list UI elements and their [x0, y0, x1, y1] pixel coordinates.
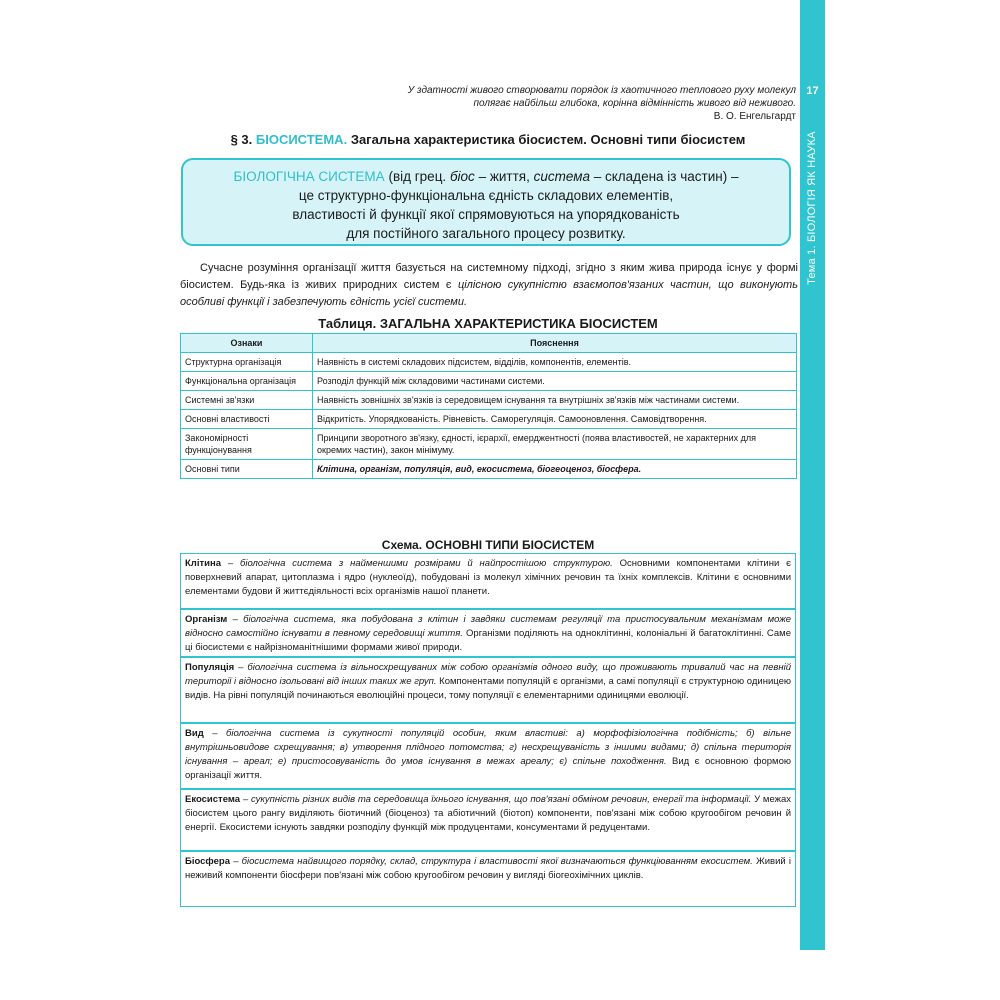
schema-term: Вид	[185, 728, 204, 739]
schema-title: Схема. ОСНОВНІ ТИПИ БІОСИСТЕМ	[381, 538, 595, 552]
table-cell: Наявність зовнішніх зв'язків із середовищем існування та внутрішніх зв'язків між частинами системи.	[313, 391, 797, 410]
table-cell: Структурна організація	[181, 353, 313, 372]
epigraph	[300, 84, 796, 123]
definition-box	[181, 158, 791, 246]
definition-term: БІОЛОГІЧНА СИСТЕМА	[233, 169, 385, 184]
table-title: Таблиця. ЗАГАЛЬНА ХАРАКТЕРИСТИКА БІОСИСТЕМ	[318, 316, 658, 331]
schema-item-biosphere	[180, 851, 796, 907]
schema-definition: – біологічна система із сукупності популяцій особин, яким властиві: а) морфофізіологічна подібність; б) вільне внутрішньовидове схрещування; в) утворення плідного потомства; г) несхрещуваність з іншими видами; д) спільна територія існування – ареал; е) пристосовуваність до умов існування в межах ареалу; є) спільне походження.	[185, 728, 792, 767]
table-header-row	[181, 334, 797, 353]
table-cell: Системні зв'язки	[181, 391, 313, 410]
chapter-label: Тема 1. БІОЛОГІЯ ЯК НАУКА	[806, 131, 818, 285]
table-row	[181, 460, 797, 479]
section-highlight: БІОСИСТЕМА.	[255, 132, 348, 147]
table-row	[181, 429, 797, 460]
definition-line-3: властивості й функції якої спрямовуються на упорядкованість	[292, 207, 680, 222]
section-number: § 3.	[230, 132, 253, 147]
schema-term: Популяція	[185, 662, 235, 673]
table-cell: Основні властивості	[181, 410, 313, 429]
definition-line-1: БІОЛОГІЧНА СИСТЕМА (від грец. біос – життя, система – складена із частин) –	[233, 169, 739, 184]
column-header: Ознаки	[181, 334, 313, 353]
schema-term: Екосистема	[185, 794, 241, 805]
schema-definition: – біологічна система із вільносхрещуваних між собою організмів одного виду, що проживають тривалий час на певній території і відносно ізольовані від інших таких же груп.	[185, 662, 792, 687]
schema-text: Живий і неживий компоненти біосфери пов'язані між собою кругообігом речовин у вигляді біогеохімічних циклів.	[185, 856, 791, 881]
schema-definition: – біосистема найвищого порядку, склад, структура і властивості якої визначаються функціюванням екосистем.	[233, 856, 753, 867]
schema-definition: – біологічна система з найменшими розмірами й найпростішою структурою.	[227, 558, 613, 569]
schema-text: Вид є основною формою організації життя.	[185, 756, 791, 781]
schema-term: Організм	[185, 614, 228, 625]
schema-item-ecosystem	[180, 789, 796, 851]
epigraph-line-1: У здатності живого створювати порядок із хаотичного теплового руху молекул	[407, 85, 796, 96]
schema-term: Біосфера	[185, 856, 230, 867]
intro-paragraph: Сучасне розуміння організації життя базується на системному підході, згідно з яким жива природа існує у формі біосистем. Будь-яка із живих природних систем є цілісною сукупністю взаємопов'язаних частин, що виконують особливі функції і забезпечують єдність усієї системи.	[180, 262, 798, 308]
table-cell: Функціональна організація	[181, 372, 313, 391]
table-row	[181, 372, 797, 391]
epigraph-author: В. О. Енгельгардт	[713, 111, 796, 122]
schema-definition: – сукупність різних видів та середовища їхнього існування, що пов'язані обміном речовин, енергії та інформації.	[242, 794, 752, 805]
schema-text: Організми поділяють на одноклітинні, колоніальні й багатоклітинні. Саме ці біосистеми є найрізноманітнішими формами живої природи.	[185, 628, 791, 653]
column-header: Пояснення	[313, 334, 797, 353]
table-cell: Відкритість. Упорядкованість. Рівневість. Саморегуляція. Самооновлення. Самовідтворення.	[313, 410, 797, 429]
epigraph-line-2: полягає найбільш глибока, корінна відмінність живого від неживого.	[473, 98, 796, 109]
schema-item-organism	[180, 609, 796, 657]
section-title	[180, 132, 796, 147]
characteristics-table	[180, 333, 797, 479]
schema-term: Клітина	[185, 558, 221, 569]
schema-item-population	[180, 657, 796, 723]
table-cell: Наявність в системі складових підсистем, відділів, компонентів, елементів.	[313, 353, 797, 372]
schema-definition: – біологічна система, яка побудована з клітин і завдяки системам регуляції та пристосувальним механізмам може відносно самостійно існувати в певному середовищі життя.	[185, 614, 792, 639]
table-cell: Клітина, організм, популяція, вид, екосистема, біогеоценоз, біосфера.	[313, 460, 797, 479]
schema-text: Основними компонентами клітини є поверхневий апарат, цитоплазма і ядро (нуклеоїд), побудовані із молекул хімічних речовин та їхніх комплексів. Клітини є основними елементами будови й життєдіяльності всіх організмів нашої планети.	[185, 558, 791, 597]
table-cell: Розподіл функцій між складовими частинами системи.	[313, 372, 797, 391]
schema-text: Компонентами популяцій є організми, а самі популяції є структурною одиницею видів. На рівні популяцій починаються еволюційні процеси, тому популяції є елементарними одиницями еволюції.	[185, 676, 792, 701]
definition-line-2: це структурно-функціональна єдність складових елементів,	[298, 188, 674, 203]
table-cell: Основні типи	[181, 460, 313, 479]
table-row	[181, 391, 797, 410]
definition-line-4: для постійного загального процесу розвитку.	[346, 226, 626, 241]
schema-item-species	[180, 723, 796, 789]
schema-item-cell	[180, 553, 796, 609]
schema-text: У межах біосистем цього рангу виділяють біотичний (біоценоз) та абіотичний (біотоп) компоненти, пов'язані між собою кругообігом речовин й енергії. Екосистеми існують завдяки розподілу функцій між продуцентами, консументами й редуцентами.	[185, 794, 792, 833]
table-cell: Принципи зворотного зв'язку, єдності, ієрархії, емерджентності (поява властивостей, не характерних для окремих частин), закон мінімуму.	[313, 429, 797, 460]
section-subtitle: Загальна характеристика біосистем. Основні типи біосистем	[350, 132, 746, 147]
page-number: 17	[806, 85, 819, 97]
table-cell: Закономірності функціонування	[181, 429, 313, 460]
table-row	[181, 410, 797, 429]
table-row	[181, 353, 797, 372]
